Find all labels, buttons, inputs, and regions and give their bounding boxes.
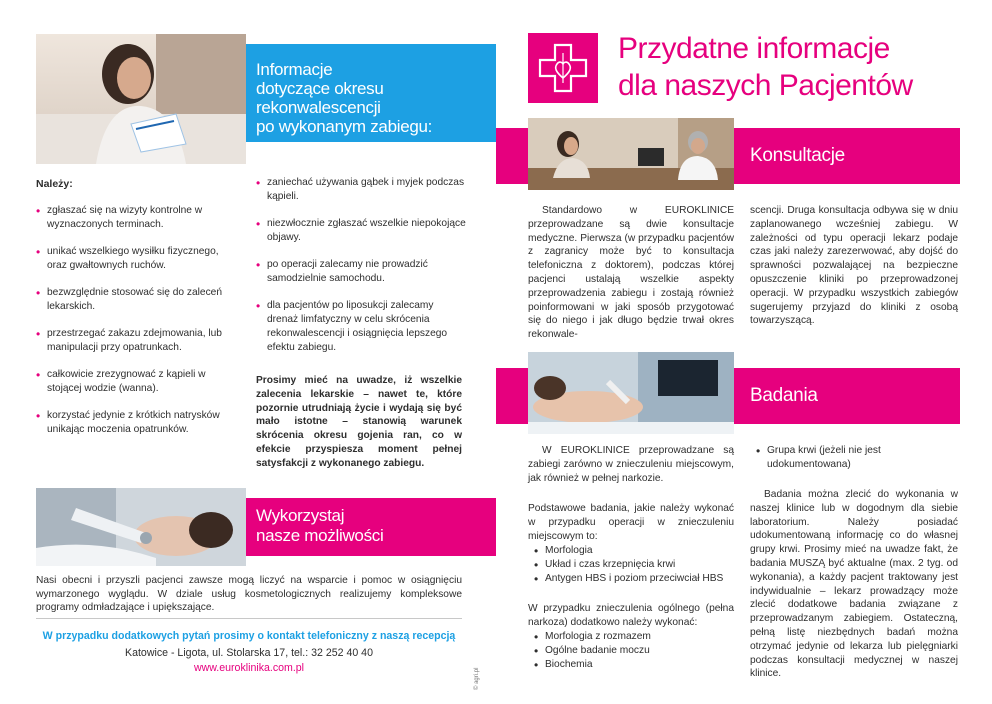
list-item: • Antygen HBS i poziom przeciwciał HBS — [534, 572, 734, 586]
recovery-heading: Należy: — [36, 178, 73, 190]
list-item: • Ogólne badanie moczu — [534, 644, 734, 658]
consultations-col2: scencji. Druga konsultacja odbywa się w dniu zaplanowanego wcześniej zabiegu. W zależności od typu operacji lekarz podaje czas jaki należy zarezerwować, aby dojść do sprawności pozwalającej na bezpieczne opuszczenie kliniki po przeprowadzonej operacji. W przypadku wszystkich zabiegów sugerujemy przyjazd do kliniki z osobą towarzyszącą. — [750, 205, 958, 327]
consultations-title: Konsultacje — [750, 145, 845, 166]
tests-intro: W EUROKLINICE przeprowadzane są zabiegi zarówno w znieczuleniu miejscowym, jak również w pełnej narkozie. — [528, 445, 734, 484]
tests-local-heading: Podstawowe badania, jakie należy wykonać w przypadku operacji w znieczuleniu miejscowym to: — [528, 503, 734, 542]
list-item: • Morfologia — [534, 544, 734, 558]
tests-title: Badania — [750, 385, 818, 406]
list-item: • Morfologia z rozmazem — [534, 630, 734, 644]
recovery-list-col2 — [256, 176, 466, 355]
recovery-title — [256, 60, 496, 136]
main-title — [618, 30, 958, 104]
list-item: • Biochemia — [534, 658, 734, 672]
list-item: • przestrzegać zakazu zdejmowania, lub manipulacji przy opatrunkach. — [36, 327, 236, 355]
list-item: • Układ i czas krzepnięcia krwi — [534, 558, 734, 572]
contact-address: Katowice - Ligota, ul. Stolarska 17, tel.: 32 252 40 40 — [125, 647, 373, 659]
cross-heart-caduceus-icon — [528, 33, 598, 103]
tests-local-list — [534, 544, 734, 586]
cosmetic-text: Nasi obecni i przyszli pacjenci zawsze mogą liczyć na wsparcie i pomoc w osiągnięciu wymarzonego wyglądu. W dziale usług kosmetologicznych realizujemy kompleksowe programy odmładzające i upiększające. — [36, 575, 462, 613]
cosmetic-title — [256, 506, 496, 546]
list-item: • korzystać jedynie z krótkich natrysków unikając moczenia opatrunków. — [36, 409, 236, 437]
list-item: • całkowicie zrezygnować z kąpieli w stojącej wodzie (wanna). — [36, 368, 236, 396]
cosmetic-title-line: Wykorzystaj — [256, 506, 345, 525]
tests-note: Badania można zlecić do wykonania w naszej klinice lub w dogodnym dla siebie laboratorium. Należy posiadać udokumentowaną informację co do własnej grupy krwi. Prosimy mieć na uwadze fakt, że badania MUSZĄ być aktualne (max. 2 tyg. od wykonania), a każdy pacjent traktowany jest indywidualnie – lekarz prowadzący może zlecić dodatkowe badania związane z przeprowadzanym zabiegiem. Ostateczną, pełną listę niezbędnych badań można otrzymać jedynie od lekarza lub pielęgniarki podczas konsultacji medycznej w naszej klinice. — [750, 489, 958, 680]
cosmetic-title-line: nasze możliwości — [256, 526, 384, 545]
tests-blood-group-list — [756, 444, 958, 472]
divider — [36, 618, 462, 619]
main-title-line: dla naszych Pacjentów — [618, 69, 913, 102]
recovery-title-line: Informacje — [256, 60, 333, 79]
list-item: • bezwzględnie stosować się do zaleceń lekarskich. — [36, 286, 236, 314]
tests-general-list — [534, 630, 734, 672]
list-item: • po operacji zalecamy nie prowadzić samodzielnie samochodu. — [256, 258, 466, 286]
list-item: • zgłaszać się na wizyty kontrolne w wyznaczonych terminach. — [36, 204, 236, 232]
tests-general-heading: W przypadku znieczulenia ogólnego (pełna narkoza) dodatkowo należy wykonać: — [528, 603, 734, 628]
list-item: • unikać wszelkiego wysiłku fizycznego, oraz gwałtownych ruchów. — [36, 245, 236, 273]
recovery-bold-note: Prosimy mieć na uwadze, iż wszelkie zalecenia lekarskie – nawet te, które pozornie utrudniają życie i wydają się być mało istotne – stanowią warunek skrócenia okresu gojenia ran, co w efekcie przyspiesza moment pełnej satysfakcji z wykonanego zabiegu. — [256, 375, 462, 469]
recovery-title-line: rekonwalescencji — [256, 98, 381, 117]
ultrasound-photo — [528, 352, 734, 434]
recovery-list-col1 — [36, 204, 236, 437]
list-item: • zaniechać używania gąbek i myjek podczas kąpieli. — [256, 176, 466, 204]
recovery-title-line: po wykonanym zabiegu: — [256, 117, 433, 136]
main-title-line: Przydatne informacje — [618, 32, 890, 65]
list-item: • Grupa krwi (jeżeli nie jest udokumentowana) — [756, 444, 958, 472]
contact-website[interactable]: www.euroklinika.com.pl — [193, 662, 305, 674]
consultations-col1: Standardowo w EUROKLINICE przeprowadzane są dwie konsultacje medyczne. Pierwsza (w przypadku pacjentów z zagranicy może być to konsultacja telefoniczna z doktorem), podczas której pacjenci ustalają wszelkie aspekty przeprowadzenia zabiegu i zostają również poinformowani w jaki sposób przygotować się do niego i jak długo będzie trwał okres rekonwale- — [528, 205, 734, 341]
list-item: • dla pacjentów po liposukcji zalecamy drenaż limfatyczny w celu skrócenia rekonwalescencji i osiągnięcia lepszego efektu zabiegu. — [256, 299, 466, 355]
recovery-title-line: dotyczące okresu — [256, 79, 384, 98]
doctor-consultation-photo — [528, 118, 734, 190]
logo-badge — [528, 33, 598, 103]
patient-reading-photo — [36, 34, 246, 164]
list-item: • niezwłocznie zgłaszać wszelkie niepokojące objawy. — [256, 217, 466, 245]
credit-text: © agri.pl — [474, 667, 480, 690]
cosmetic-treatment-photo — [36, 488, 246, 566]
contact-headline: W przypadku dodatkowych pytań prosimy o kontakt telefoniczny z naszą recepcją — [42, 630, 456, 642]
